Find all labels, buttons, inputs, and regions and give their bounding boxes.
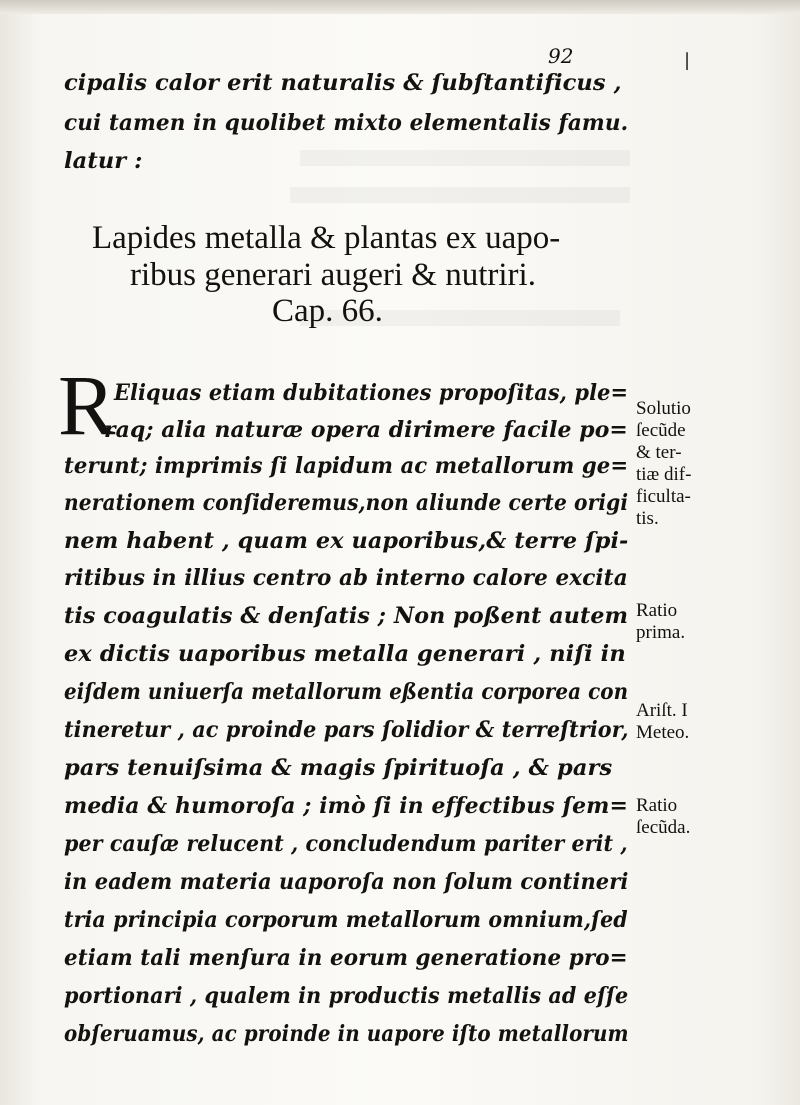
margin-note-aristotle	[636, 700, 689, 744]
margin-note-line: Ariſt. I	[636, 700, 688, 721]
text-line: portionari , qualem in productis metallis ad eſſe	[64, 983, 629, 1009]
edge-mark: |	[684, 50, 691, 71]
page-number: 92	[548, 44, 574, 68]
text-line: per cauſæ relucent , concludendum pariter erit ,	[64, 831, 628, 857]
margin-note-ratio-prima	[636, 600, 685, 644]
margin-note-line: ficulta-	[636, 486, 691, 507]
margin-note-line: & ter-	[636, 442, 682, 463]
margin-note-line: tis.	[636, 508, 659, 529]
margin-note-line: prima.	[636, 622, 686, 643]
margin-note-line: Meteo.	[636, 722, 690, 743]
text-line: terunt; imprimis ſi lapidum ac metallorum ge=	[64, 453, 629, 479]
margin-note-solutio	[636, 398, 691, 530]
text-line: tria principia corporum metallorum omnium,ſed	[64, 907, 628, 933]
margin-note-line: Ratio	[636, 795, 678, 816]
margin-note-line: Ratio	[636, 600, 678, 621]
margin-note-line: ſecũde	[636, 420, 686, 441]
text-line: eiſdem uniuerſa metallorum eßentia corporea con	[64, 679, 629, 705]
text-line: tineretur , ac proinde pars ſolidior & terreſtrior,	[64, 717, 629, 743]
chapter-number: Cap. 66.	[272, 293, 383, 329]
margin-note-ratio-secunda	[636, 795, 690, 839]
text-line: pars tenuiſsima & magis ſpirituoſa , & pars	[64, 755, 613, 781]
text-line: nerationem conſideremus,non aliunde certe origi	[64, 490, 629, 516]
margin-note-line: tiæ dif-	[636, 464, 692, 485]
text-line: raq; alia naturæ opera dirimere facile po=	[104, 417, 628, 443]
text-line: etiam tali menſura in eorum generatione pro=	[64, 945, 628, 971]
chapter-heading-line: Lapides metalla & plantas ex uapo-	[92, 220, 561, 256]
margin-note-line: Solutio	[636, 398, 691, 419]
text-line: latur :	[64, 148, 143, 174]
chapter-heading-line: ribus generari augeri & nutriri.	[130, 257, 536, 293]
text-line: ex dictis uaporibus metalla generari , niſi in	[64, 641, 626, 667]
text-line: nem habent , quam ex uaporibus,& terre ſpi-	[64, 528, 629, 554]
text-line: media & humoroſa ; imò ſi in effectibus ſem=	[64, 793, 628, 819]
text-line: cipalis calor erit naturalis & ſubſtantificus ,	[64, 70, 622, 96]
text-line: ritibus in illius centro ab interno calore excita	[64, 565, 628, 591]
text-line: Eliquas etiam dubitationes propoſitas, ple=	[114, 380, 629, 406]
text-line: in eadem materia uaporoſa non ſolum contineri	[64, 869, 629, 895]
show-through-shadow	[300, 150, 630, 166]
text-line: obſeruamus, ac proinde in uapore iſto metallorum	[64, 1021, 629, 1047]
margin-note-line: ſecũda.	[636, 817, 691, 838]
page-top-edge	[0, 0, 800, 14]
drop-cap: R	[58, 357, 116, 453]
text-line: cui tamen in quolibet mixto elementalis famu.	[64, 110, 629, 136]
text-line: tis coagulatis & denſatis ; Non poßent autem	[64, 603, 629, 629]
show-through-shadow	[290, 187, 630, 203]
